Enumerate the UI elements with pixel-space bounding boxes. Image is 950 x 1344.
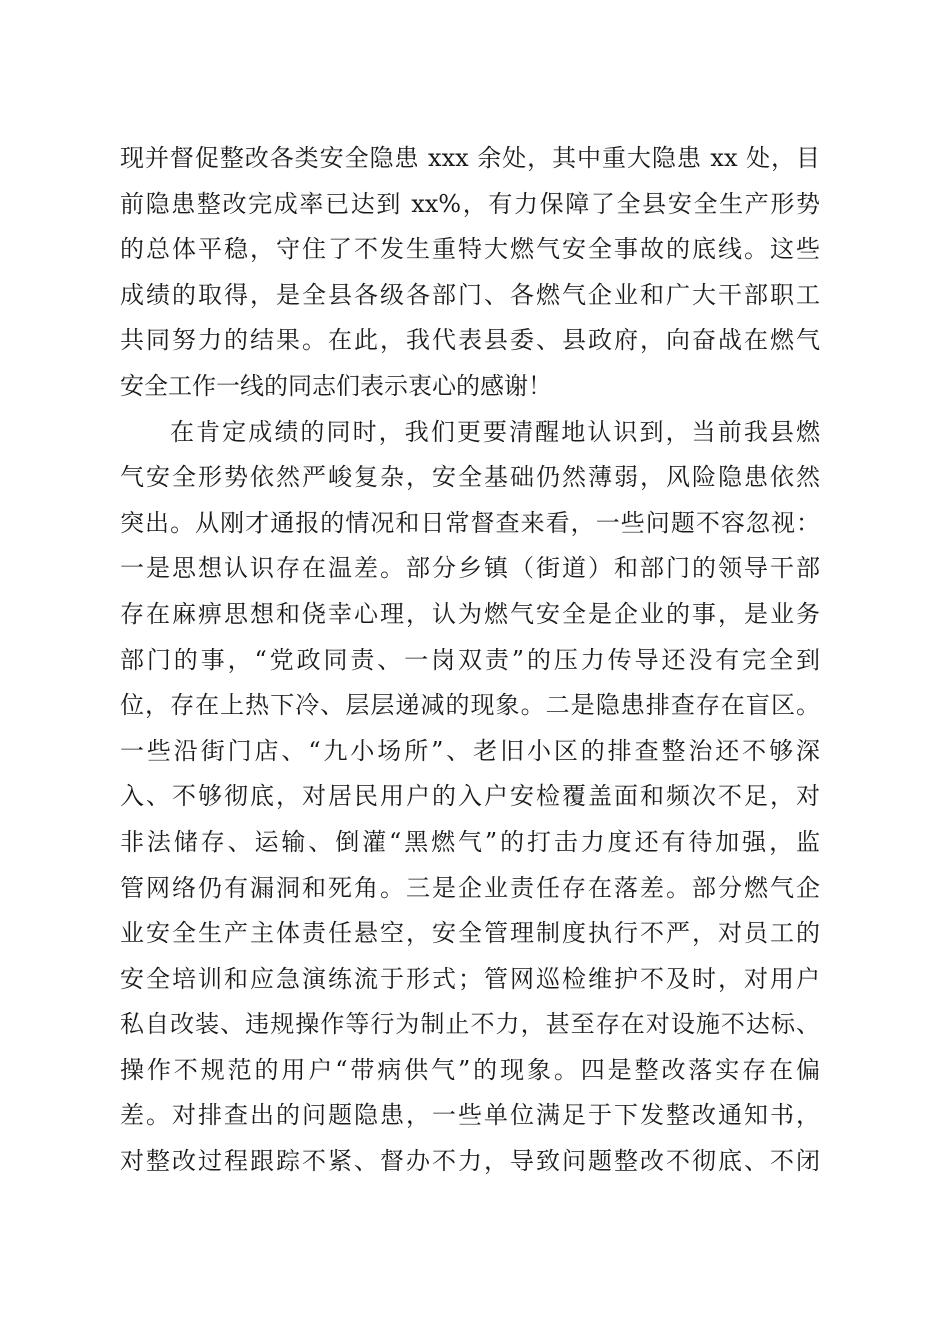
text-line: 位，存在上热下冷、层层递减的现象。二是隐患排查存在盲区。: [120, 691, 820, 720]
text-line: 部门的事，“党政同责、一岗双责”的压力传导还没有完全到: [120, 645, 820, 674]
text-line: 共同努力的结果。在此，我代表县委、县政府，向奋战在燃气: [120, 326, 820, 355]
text-line: 一是思想认识存在温差。部分乡镇（街道）和部门的领导干部: [120, 554, 820, 583]
text-line: 操作不规范的用户“带病供气”的现象。四是整改落实存在偏: [120, 1055, 820, 1084]
paragraph-2: [120, 410, 820, 1185]
text-line: 前隐患整改完成率已达到 xx%，有力保障了全县安全生产形势: [120, 189, 820, 218]
text-line: 存在麻痹思想和侥幸心理，认为燃气安全是企业的事，是业务: [120, 599, 820, 628]
text-line: 私自改装、违规操作等行为制止不力，甚至存在对设施不达标、: [120, 1010, 820, 1039]
text-line: 非法储存、运输、倒灌“黑燃气”的打击力度还有待加强，监: [120, 827, 820, 856]
text-line: 管网络仍有漏洞和死角。三是企业责任存在落差。部分燃气企: [120, 873, 820, 902]
text-line: 差。对排查出的问题隐患，一些单位满足于下发整改通知书，: [120, 1101, 820, 1130]
text-line: 在肯定成绩的同时，我们更要清醒地认识到，当前我县燃: [170, 417, 820, 446]
text-line: 入、不够彻底，对居民用户的入户安检覆盖面和频次不足，对: [120, 782, 820, 811]
paragraph-1: [120, 136, 820, 410]
text-line: 一些沿街门店、“九小场所”、老旧小区的排查整治还不够深: [120, 736, 820, 765]
text-line: 业安全生产主体责任悬空，安全管理制度执行不严，对员工的: [120, 919, 820, 948]
text-line: 现并督促整改各类安全隐患 xxx 余处，其中重大隐患 xx 处，目: [120, 144, 820, 172]
text-line: 的总体平稳，守住了不发生重特大燃气安全事故的底线。这些: [120, 235, 820, 264]
body-text: [120, 136, 820, 1185]
text-line: 安全培训和应急演练流于形式；管网巡检维护不及时，对用户: [120, 964, 820, 993]
text-line: 对整改过程跟踪不紧、督办不力，导致问题整改不彻底、不闭: [120, 1147, 820, 1176]
text-line: 安全工作一线的同志们表示衷心的感谢！: [120, 371, 552, 400]
text-line: 成绩的取得，是全县各级各部门、各燃气企业和广大干部职工: [120, 280, 820, 309]
text-line: 突出。从刚才通报的情况和日常督查来看，一些问题不容忽视：: [120, 508, 820, 537]
text-line: 气安全形势依然严峻复杂，安全基础仍然薄弱，风险隐患依然: [120, 463, 820, 492]
